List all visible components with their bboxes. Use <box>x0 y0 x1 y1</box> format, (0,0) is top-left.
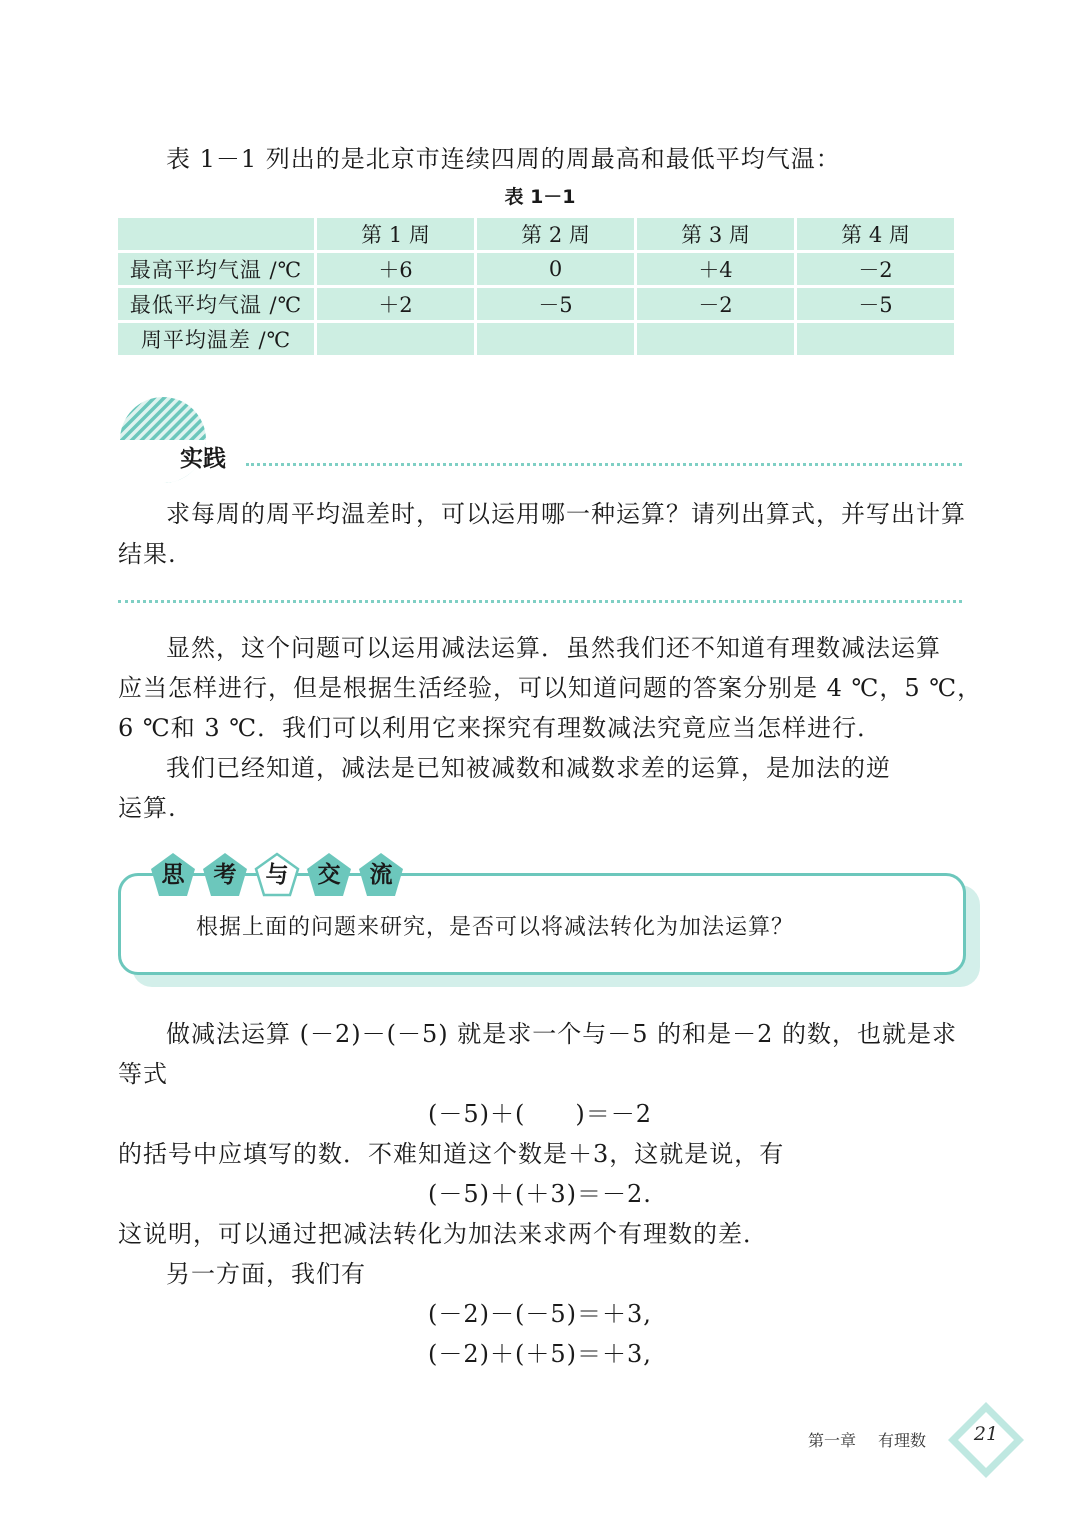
think-badge-1 <box>150 852 196 898</box>
footer-chapter: 第一章 <box>808 1431 857 1450</box>
table-cell-empty <box>797 323 954 355</box>
think-badge-char: 交 <box>317 862 341 888</box>
think-badge-char: 与 <box>265 862 289 888</box>
body-text-line: 做减法运算 (－2)－(－5) 就是求一个与－5 的和是－2 的数，也就是求 <box>166 1020 958 1048</box>
body-text-line: 这说明，可以通过把减法转化为加法来求两个有理数的差． <box>118 1220 768 1248</box>
table-cell: ＋2 <box>317 288 474 320</box>
table-cell-empty <box>317 323 474 355</box>
table-cell: －5 <box>797 288 954 320</box>
table-header-week4: 第 4 周 <box>797 218 954 250</box>
think-badge-4 <box>306 852 352 898</box>
table-cell-empty <box>477 323 634 355</box>
equation-3: (－2)－(－5)＝＋3, <box>428 1300 652 1328</box>
table-header-week3: 第 3 周 <box>637 218 794 250</box>
table-header-week2: 第 2 周 <box>477 218 634 250</box>
think-badge-3 <box>254 852 300 898</box>
practice-text-line1: 求每周的周平均温差时，可以运用哪一种运算？请列出算式，并写出计算 <box>166 500 966 528</box>
body-text-line: 6 ℃和 3 ℃．我们可以利用它来探究有理数减法究竟应当怎样进行． <box>118 714 883 742</box>
footer-topic: 有理数 <box>878 1431 927 1450</box>
body-text-line: 显然，这个问题可以运用减法运算．虽然我们还不知道有理数减法运算 <box>166 634 941 662</box>
think-badge-char: 流 <box>369 862 393 888</box>
table-cell: －2 <box>637 288 794 320</box>
table-row <box>118 288 954 320</box>
practice-end-divider <box>118 600 962 603</box>
temperature-table <box>115 215 957 358</box>
equation-4: (－2)＋(＋5)＝＋3, <box>428 1340 652 1368</box>
table-cell: 0 <box>477 253 634 285</box>
table-header-week1: 第 1 周 <box>317 218 474 250</box>
row-label-max-temp: 最高平均气温 /℃ <box>118 253 314 285</box>
body-text-line: 运算. <box>118 794 177 822</box>
practice-title: 实践 <box>180 446 226 472</box>
page-number: 21 <box>973 1423 999 1445</box>
body-text-line: 的括号中应填写的数．不难知道这个数是＋3，这就是说，有 <box>118 1140 785 1168</box>
practice-dotted-divider <box>246 463 962 466</box>
intro-text: 表 1－1 列出的是北京市连续四周的周最高和最低平均气温： <box>166 145 841 173</box>
practice-text-line2: 结果. <box>118 540 177 568</box>
table-cell: －2 <box>797 253 954 285</box>
equation-1: (－5)＋( )＝－2 <box>428 1100 652 1128</box>
table-cell: ＋4 <box>637 253 794 285</box>
think-question: 根据上面的问题来研究，是否可以将减法转化为加法运算？ <box>196 915 795 940</box>
think-badge-char: 思 <box>161 862 185 888</box>
table-header-row <box>118 218 954 250</box>
row-label-min-temp: 最低平均气温 /℃ <box>118 288 314 320</box>
table-row <box>118 323 954 355</box>
table-caption: 表 1－1 <box>504 186 576 208</box>
body-text-line: 另一方面，我们有 <box>166 1260 366 1288</box>
body-text-line: 等式 <box>118 1060 168 1088</box>
table-row <box>118 253 954 285</box>
table-header-corner <box>118 218 314 250</box>
table-cell: －5 <box>477 288 634 320</box>
table-cell-empty <box>637 323 794 355</box>
table-cell: ＋6 <box>317 253 474 285</box>
equation-2: (－5)＋(＋3)＝－2. <box>428 1180 652 1208</box>
body-text-line: 我们已经知道，减法是已知被减数和减数求差的运算，是加法的逆 <box>166 754 891 782</box>
row-label-temp-diff: 周平均温差 /℃ <box>118 323 314 355</box>
think-badge-2 <box>202 852 248 898</box>
body-text-line: 应当怎样进行，但是根据生活经验，可以知道问题的答案分别是 4 ℃，5 ℃， <box>118 674 983 702</box>
think-badge-5 <box>358 852 404 898</box>
think-badge-char: 考 <box>213 862 237 888</box>
